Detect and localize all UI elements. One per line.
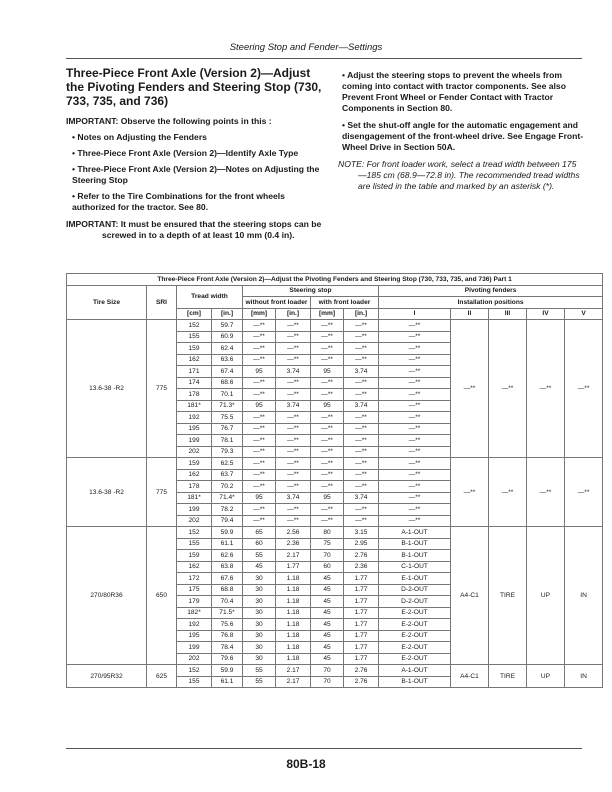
tread-in-cell: 70.4	[212, 596, 243, 608]
important-note-2: IMPORTANT: It must be ensured that the steering stops can be screwed in to a depth of at least 10 mm (0.4 in).	[66, 219, 322, 240]
header-steering-stop: Steering stop	[243, 285, 379, 297]
tread-in-cell: 70.1	[212, 389, 243, 401]
stop-with-mm-cell: 45	[311, 653, 344, 665]
stop-without-mm-cell: 45	[243, 561, 276, 573]
stop-with-in-cell: —**	[344, 354, 379, 366]
position-i-cell: —**	[379, 481, 451, 493]
tread-in-cell: 71.3*	[212, 400, 243, 412]
tread-in-cell: 76.8	[212, 630, 243, 642]
sri-cell: 775	[147, 320, 177, 458]
position-i-cell: —**	[379, 377, 451, 389]
stop-without-in-cell: 1.77	[276, 561, 311, 573]
table-row	[67, 458, 603, 470]
position-i-cell: E-2-OUT	[379, 642, 451, 654]
left-column	[66, 66, 322, 241]
unit-mm: [mm]	[311, 308, 344, 320]
stop-with-in-cell: 1.77	[344, 607, 379, 619]
tread-cm-cell: 179	[177, 596, 212, 608]
stop-with-mm-cell: —**	[311, 515, 344, 527]
tread-in-cell: 79.6	[212, 653, 243, 665]
table-row	[67, 320, 603, 332]
right-column	[338, 70, 584, 192]
position-ii: II	[451, 308, 489, 320]
tread-cm-cell: 174	[177, 377, 212, 389]
tread-cm-cell: 152	[177, 320, 212, 332]
position-i-cell: C-1-OUT	[379, 561, 451, 573]
stop-with-mm-cell: —**	[311, 504, 344, 516]
stop-without-in-cell: —**	[276, 377, 311, 389]
tread-cm-cell: 155	[177, 331, 212, 343]
stop-without-mm-cell: 30	[243, 619, 276, 631]
stop-with-in-cell: —**	[344, 412, 379, 424]
position-iii-cell: —**	[489, 320, 527, 458]
stop-with-mm-cell: —**	[311, 412, 344, 424]
stop-with-in-cell: —**	[344, 389, 379, 401]
tread-in-cell: 79.4	[212, 515, 243, 527]
position-v-cell: —**	[565, 458, 603, 527]
stop-without-in-cell: —**	[276, 446, 311, 458]
stop-without-mm-cell: —**	[243, 446, 276, 458]
stop-without-mm-cell: 30	[243, 653, 276, 665]
important-note-1: IMPORTANT: Observe the following points in this :	[66, 116, 272, 126]
tread-in-cell: 59.9	[212, 527, 243, 539]
stop-without-mm-cell: —**	[243, 458, 276, 470]
tire-size-cell: 270/80R36	[67, 527, 147, 665]
stop-with-in-cell: 2.76	[344, 550, 379, 562]
stop-without-mm-cell: —**	[243, 331, 276, 343]
stop-with-mm-cell: 70	[311, 550, 344, 562]
stop-with-mm-cell: —**	[311, 343, 344, 355]
position-i-cell: —**	[379, 412, 451, 424]
tread-in-cell: 63.7	[212, 469, 243, 481]
header-tire-size: Tire Size	[67, 285, 147, 320]
bullet-item: • Refer to the Tire Combinations for the front wheels authorized for the tractor. See 80.	[72, 191, 285, 212]
table-row	[67, 665, 603, 677]
sri-cell: 650	[147, 527, 177, 665]
stop-without-in-cell: 2.36	[276, 538, 311, 550]
position-i-cell: —**	[379, 343, 451, 355]
position-i-cell: E-2-OUT	[379, 630, 451, 642]
note: NOTE: For front loader work, select a tread width between 175—185 cm (68.9—72.8 in). The recommended tread widths are listed in the table and marked by an asterisk (*).	[338, 159, 580, 191]
stop-with-mm-cell: —**	[311, 331, 344, 343]
tread-in-cell: 67.6	[212, 573, 243, 585]
tread-in-cell: 79.3	[212, 446, 243, 458]
stop-without-in-cell: —**	[276, 515, 311, 527]
tread-in-cell: 78.1	[212, 435, 243, 447]
position-i-cell: —**	[379, 423, 451, 435]
stop-with-mm-cell: —**	[311, 389, 344, 401]
stop-without-mm-cell: —**	[243, 435, 276, 447]
stop-without-mm-cell: 95	[243, 400, 276, 412]
stop-without-in-cell: —**	[276, 481, 311, 493]
stop-without-in-cell: 1.18	[276, 573, 311, 585]
stop-without-mm-cell: 65	[243, 527, 276, 539]
stop-with-in-cell: —**	[344, 481, 379, 493]
stop-with-in-cell: —**	[344, 377, 379, 389]
stop-without-mm-cell: —**	[243, 343, 276, 355]
stop-with-mm-cell: 45	[311, 596, 344, 608]
tread-in-cell: 67.4	[212, 366, 243, 378]
stop-without-in-cell: 3.74	[276, 492, 311, 504]
position-i-cell: E-2-OUT	[379, 607, 451, 619]
stop-without-in-cell: —**	[276, 423, 311, 435]
tread-cm-cell: 195	[177, 630, 212, 642]
stop-without-mm-cell: —**	[243, 354, 276, 366]
position-ii-cell: A4-C1	[451, 665, 489, 688]
tread-in-cell: 60.9	[212, 331, 243, 343]
stop-with-mm-cell: —**	[311, 423, 344, 435]
tread-in-cell: 71.5*	[212, 607, 243, 619]
stop-with-mm-cell: 80	[311, 527, 344, 539]
position-iv-cell: —**	[527, 458, 565, 527]
stop-without-mm-cell: —**	[243, 320, 276, 332]
tread-in-cell: 78.2	[212, 504, 243, 516]
stop-without-mm-cell: —**	[243, 515, 276, 527]
header-tread-width: Tread width	[177, 285, 243, 308]
position-i-cell: —**	[379, 458, 451, 470]
position-i-cell: E-1-OUT	[379, 573, 451, 585]
tread-cm-cell: 181*	[177, 400, 212, 412]
table-caption: Three-Piece Front Axle (Version 2)—Adjust the Pivoting Fenders and Steering Stop (730, 733, 735, and 736) Part 1	[67, 274, 603, 286]
stop-without-mm-cell: —**	[243, 412, 276, 424]
tread-cm-cell: 181*	[177, 492, 212, 504]
position-i-cell: E-2-OUT	[379, 653, 451, 665]
stop-without-mm-cell: 95	[243, 492, 276, 504]
position-iii-cell: TIRE	[489, 527, 527, 665]
tread-in-cell: 59.7	[212, 320, 243, 332]
tread-cm-cell: 178	[177, 389, 212, 401]
stop-with-mm-cell: 60	[311, 561, 344, 573]
tread-in-cell: 70.2	[212, 481, 243, 493]
stop-with-mm-cell: 95	[311, 492, 344, 504]
tread-in-cell: 62.5	[212, 458, 243, 470]
stop-without-mm-cell: 30	[243, 584, 276, 596]
tread-in-cell: 75.6	[212, 619, 243, 631]
stop-with-in-cell: —**	[344, 320, 379, 332]
position-iv-cell: UP	[527, 665, 565, 688]
stop-without-in-cell: 1.18	[276, 642, 311, 654]
stop-with-in-cell: 2.76	[344, 665, 379, 677]
stop-with-mm-cell: 45	[311, 642, 344, 654]
stop-with-in-cell: —**	[344, 446, 379, 458]
tread-cm-cell: 199	[177, 642, 212, 654]
stop-with-in-cell: 2.36	[344, 561, 379, 573]
stop-with-in-cell: 1.77	[344, 573, 379, 585]
stop-with-in-cell: 1.77	[344, 630, 379, 642]
position-i-cell: —**	[379, 435, 451, 447]
running-header: Steering Stop and Fender—Settings	[229, 42, 383, 53]
position-ii-cell: A4-C1	[451, 527, 489, 665]
position-i-cell: —**	[379, 492, 451, 504]
position-iii: III	[489, 308, 527, 320]
stop-with-in-cell: —**	[344, 504, 379, 516]
stop-with-mm-cell: —**	[311, 435, 344, 447]
position-v-cell: —**	[565, 320, 603, 458]
header-with-loader: with front loader	[311, 297, 379, 309]
stop-without-in-cell: —**	[276, 331, 311, 343]
stop-with-in-cell: 1.77	[344, 619, 379, 631]
tread-cm-cell: 202	[177, 515, 212, 527]
stop-without-mm-cell: —**	[243, 389, 276, 401]
stop-without-in-cell: 3.74	[276, 400, 311, 412]
stop-without-in-cell: 2.17	[276, 665, 311, 677]
tread-cm-cell: 155	[177, 538, 212, 550]
stop-without-in-cell: —**	[276, 389, 311, 401]
stop-without-in-cell: 1.18	[276, 596, 311, 608]
tread-cm-cell: 159	[177, 343, 212, 355]
stop-with-mm-cell: 45	[311, 619, 344, 631]
position-i-cell: E-2-OUT	[379, 619, 451, 631]
position-i-cell: —**	[379, 515, 451, 527]
stop-with-mm-cell: 95	[311, 366, 344, 378]
stop-without-mm-cell: 55	[243, 676, 276, 688]
stop-without-mm-cell: 30	[243, 607, 276, 619]
tread-in-cell: 68.8	[212, 584, 243, 596]
settings-table	[66, 273, 603, 688]
header-without-loader: without front loader	[243, 297, 311, 309]
stop-without-mm-cell: 30	[243, 596, 276, 608]
stop-without-mm-cell: —**	[243, 469, 276, 481]
stop-without-mm-cell: 30	[243, 573, 276, 585]
stop-with-in-cell: 3.74	[344, 400, 379, 412]
position-iv-cell: —**	[527, 320, 565, 458]
position-i-cell: D-2-OUT	[379, 596, 451, 608]
tread-in-cell: 78.4	[212, 642, 243, 654]
stop-without-in-cell: 3.74	[276, 366, 311, 378]
position-v: V	[565, 308, 603, 320]
stop-without-in-cell: 1.18	[276, 630, 311, 642]
stop-with-in-cell: —**	[344, 343, 379, 355]
stop-without-mm-cell: 55	[243, 665, 276, 677]
stop-with-mm-cell: —**	[311, 469, 344, 481]
stop-with-in-cell: —**	[344, 469, 379, 481]
stop-without-mm-cell: 95	[243, 366, 276, 378]
stop-with-in-cell: —**	[344, 423, 379, 435]
tread-cm-cell: 162	[177, 354, 212, 366]
stop-with-in-cell: 1.77	[344, 653, 379, 665]
tire-size-cell: 13.6-38 -R2	[67, 458, 147, 527]
stop-with-mm-cell: 95	[311, 400, 344, 412]
position-iii-cell: TIRE	[489, 665, 527, 688]
stop-with-in-cell: —**	[344, 458, 379, 470]
position-ii-cell: —**	[451, 320, 489, 458]
tread-cm-cell: 195	[177, 423, 212, 435]
stop-without-in-cell: —**	[276, 320, 311, 332]
position-i-cell: —**	[379, 331, 451, 343]
stop-without-in-cell: —**	[276, 412, 311, 424]
stop-without-in-cell: —**	[276, 435, 311, 447]
stop-with-mm-cell: 45	[311, 584, 344, 596]
stop-without-in-cell: 1.18	[276, 584, 311, 596]
tread-in-cell: 59.9	[212, 665, 243, 677]
tread-cm-cell: 202	[177, 446, 212, 458]
stop-with-in-cell: 3.74	[344, 492, 379, 504]
tread-cm-cell: 152	[177, 665, 212, 677]
stop-without-mm-cell: —**	[243, 481, 276, 493]
unit-cm: [cm]	[177, 308, 212, 320]
tread-cm-cell: 199	[177, 435, 212, 447]
stop-with-mm-cell: —**	[311, 320, 344, 332]
stop-with-mm-cell: 45	[311, 573, 344, 585]
bullet-item: • Notes on Adjusting the Fenders	[72, 132, 207, 142]
tread-cm-cell: 202	[177, 653, 212, 665]
stop-without-in-cell: 1.18	[276, 653, 311, 665]
bullet-item: • Three-Piece Front Axle (Version 2)—Identify Axle Type	[72, 148, 299, 158]
tread-in-cell: 63.8	[212, 561, 243, 573]
stop-without-in-cell: —**	[276, 504, 311, 516]
stop-with-in-cell: 1.77	[344, 596, 379, 608]
position-i-cell: —**	[379, 469, 451, 481]
tread-in-cell: 75.5	[212, 412, 243, 424]
tread-in-cell: 61.1	[212, 676, 243, 688]
stop-without-in-cell: 2.17	[276, 550, 311, 562]
position-i-cell: —**	[379, 446, 451, 458]
position-i-cell: B-1-OUT	[379, 538, 451, 550]
header-sri: SRI	[147, 285, 177, 320]
tread-cm-cell: 172	[177, 573, 212, 585]
stop-with-mm-cell: —**	[311, 377, 344, 389]
position-ii-cell: —**	[451, 458, 489, 527]
position-i-cell: —**	[379, 320, 451, 332]
tread-in-cell: 61.1	[212, 538, 243, 550]
tread-cm-cell: 162	[177, 469, 212, 481]
tire-size-cell: 13.6-38 -R2	[67, 320, 147, 458]
position-i-cell: B-1-OUT	[379, 676, 451, 688]
bullet-item: • Three-Piece Front Axle (Version 2)—Notes on Adjusting the Steering Stop	[72, 164, 320, 185]
stop-without-mm-cell: —**	[243, 423, 276, 435]
position-i: I	[379, 308, 451, 320]
footer-rule	[66, 748, 582, 749]
position-iv: IV	[527, 308, 565, 320]
position-iv-cell: UP	[527, 527, 565, 665]
stop-without-in-cell: —**	[276, 469, 311, 481]
tread-cm-cell: 159	[177, 458, 212, 470]
unit-in: [in.]	[276, 308, 311, 320]
stop-with-mm-cell: —**	[311, 446, 344, 458]
position-iii-cell: —**	[489, 458, 527, 527]
stop-without-mm-cell: 55	[243, 550, 276, 562]
stop-with-mm-cell: 75	[311, 538, 344, 550]
stop-with-in-cell: —**	[344, 515, 379, 527]
stop-without-in-cell: —**	[276, 458, 311, 470]
tread-cm-cell: 155	[177, 676, 212, 688]
position-i-cell: A-1-OUT	[379, 527, 451, 539]
stop-with-in-cell: 2.76	[344, 676, 379, 688]
position-v-cell: IN	[565, 665, 603, 688]
stop-with-mm-cell: —**	[311, 481, 344, 493]
stop-with-mm-cell: —**	[311, 354, 344, 366]
bullet-item: • Set the shut-off angle for the automatic engagement and disengagement of the front-wheel drive. See Engage Front-Wheel Drive in Section 50A.	[342, 120, 584, 152]
stop-with-in-cell: —**	[344, 331, 379, 343]
tread-cm-cell: 192	[177, 412, 212, 424]
stop-without-mm-cell: —**	[243, 377, 276, 389]
tread-cm-cell: 171	[177, 366, 212, 378]
bullet-item: • Adjust the steering stops to prevent the wheels from coming into contact with tractor components. See also Prevent Front Wheel or Fender Contact with Tractor Components in Section 80.	[342, 70, 566, 113]
table-row	[67, 527, 603, 539]
stop-without-mm-cell: 30	[243, 630, 276, 642]
position-i-cell: A-1-OUT	[379, 665, 451, 677]
stop-without-mm-cell: 30	[243, 642, 276, 654]
position-i-cell: —**	[379, 354, 451, 366]
position-i-cell: —**	[379, 504, 451, 516]
stop-without-in-cell: —**	[276, 354, 311, 366]
page-number: 80B-18	[286, 757, 326, 771]
tread-cm-cell: 182*	[177, 607, 212, 619]
stop-with-mm-cell: 70	[311, 676, 344, 688]
stop-with-mm-cell: 45	[311, 630, 344, 642]
tread-cm-cell: 159	[177, 550, 212, 562]
stop-without-mm-cell: 60	[243, 538, 276, 550]
unit-mm: [mm]	[243, 308, 276, 320]
tread-in-cell: 62.6	[212, 550, 243, 562]
header-rule	[66, 58, 582, 59]
tread-cm-cell: 162	[177, 561, 212, 573]
tread-cm-cell: 175	[177, 584, 212, 596]
position-i-cell: —**	[379, 389, 451, 401]
tread-cm-cell: 192	[177, 619, 212, 631]
position-i-cell: —**	[379, 366, 451, 378]
stop-without-in-cell: 2.56	[276, 527, 311, 539]
tread-in-cell: 76.7	[212, 423, 243, 435]
stop-with-mm-cell: 45	[311, 607, 344, 619]
sri-cell: 625	[147, 665, 177, 688]
position-i-cell: B-1-OUT	[379, 550, 451, 562]
stop-with-in-cell: 2.95	[344, 538, 379, 550]
header-pivoting-fenders: Pivoting fenders	[379, 285, 603, 297]
tread-cm-cell: 178	[177, 481, 212, 493]
tire-size-cell: 270/95R32	[67, 665, 147, 688]
stop-without-in-cell: —**	[276, 343, 311, 355]
section-heading: Three-Piece Front Axle (Version 2)—Adjust the Pivoting Fenders and Steering Stop (730, 733, 735, and 736)	[66, 66, 322, 108]
position-i-cell: D-2-OUT	[379, 584, 451, 596]
tread-cm-cell: 152	[177, 527, 212, 539]
unit-in: [in.]	[212, 308, 243, 320]
stop-with-mm-cell: —**	[311, 458, 344, 470]
position-v-cell: IN	[565, 527, 603, 665]
tread-in-cell: 62.4	[212, 343, 243, 355]
stop-with-in-cell: 3.15	[344, 527, 379, 539]
tread-cm-cell: 199	[177, 504, 212, 516]
stop-with-in-cell: 3.74	[344, 366, 379, 378]
stop-with-in-cell: 1.77	[344, 584, 379, 596]
stop-with-in-cell: 1.77	[344, 642, 379, 654]
stop-with-in-cell: —**	[344, 435, 379, 447]
table-body	[67, 320, 603, 688]
tread-in-cell: 68.6	[212, 377, 243, 389]
stop-with-mm-cell: 70	[311, 665, 344, 677]
unit-in: [in.]	[344, 308, 379, 320]
position-i-cell: —**	[379, 400, 451, 412]
tread-in-cell: 71.4*	[212, 492, 243, 504]
stop-without-mm-cell: —**	[243, 504, 276, 516]
stop-without-in-cell: 1.18	[276, 607, 311, 619]
tread-in-cell: 63.6	[212, 354, 243, 366]
header-installation-positions: Installation positions	[379, 297, 603, 309]
stop-without-in-cell: 2.17	[276, 676, 311, 688]
sri-cell: 775	[147, 458, 177, 527]
stop-without-in-cell: 1.18	[276, 619, 311, 631]
